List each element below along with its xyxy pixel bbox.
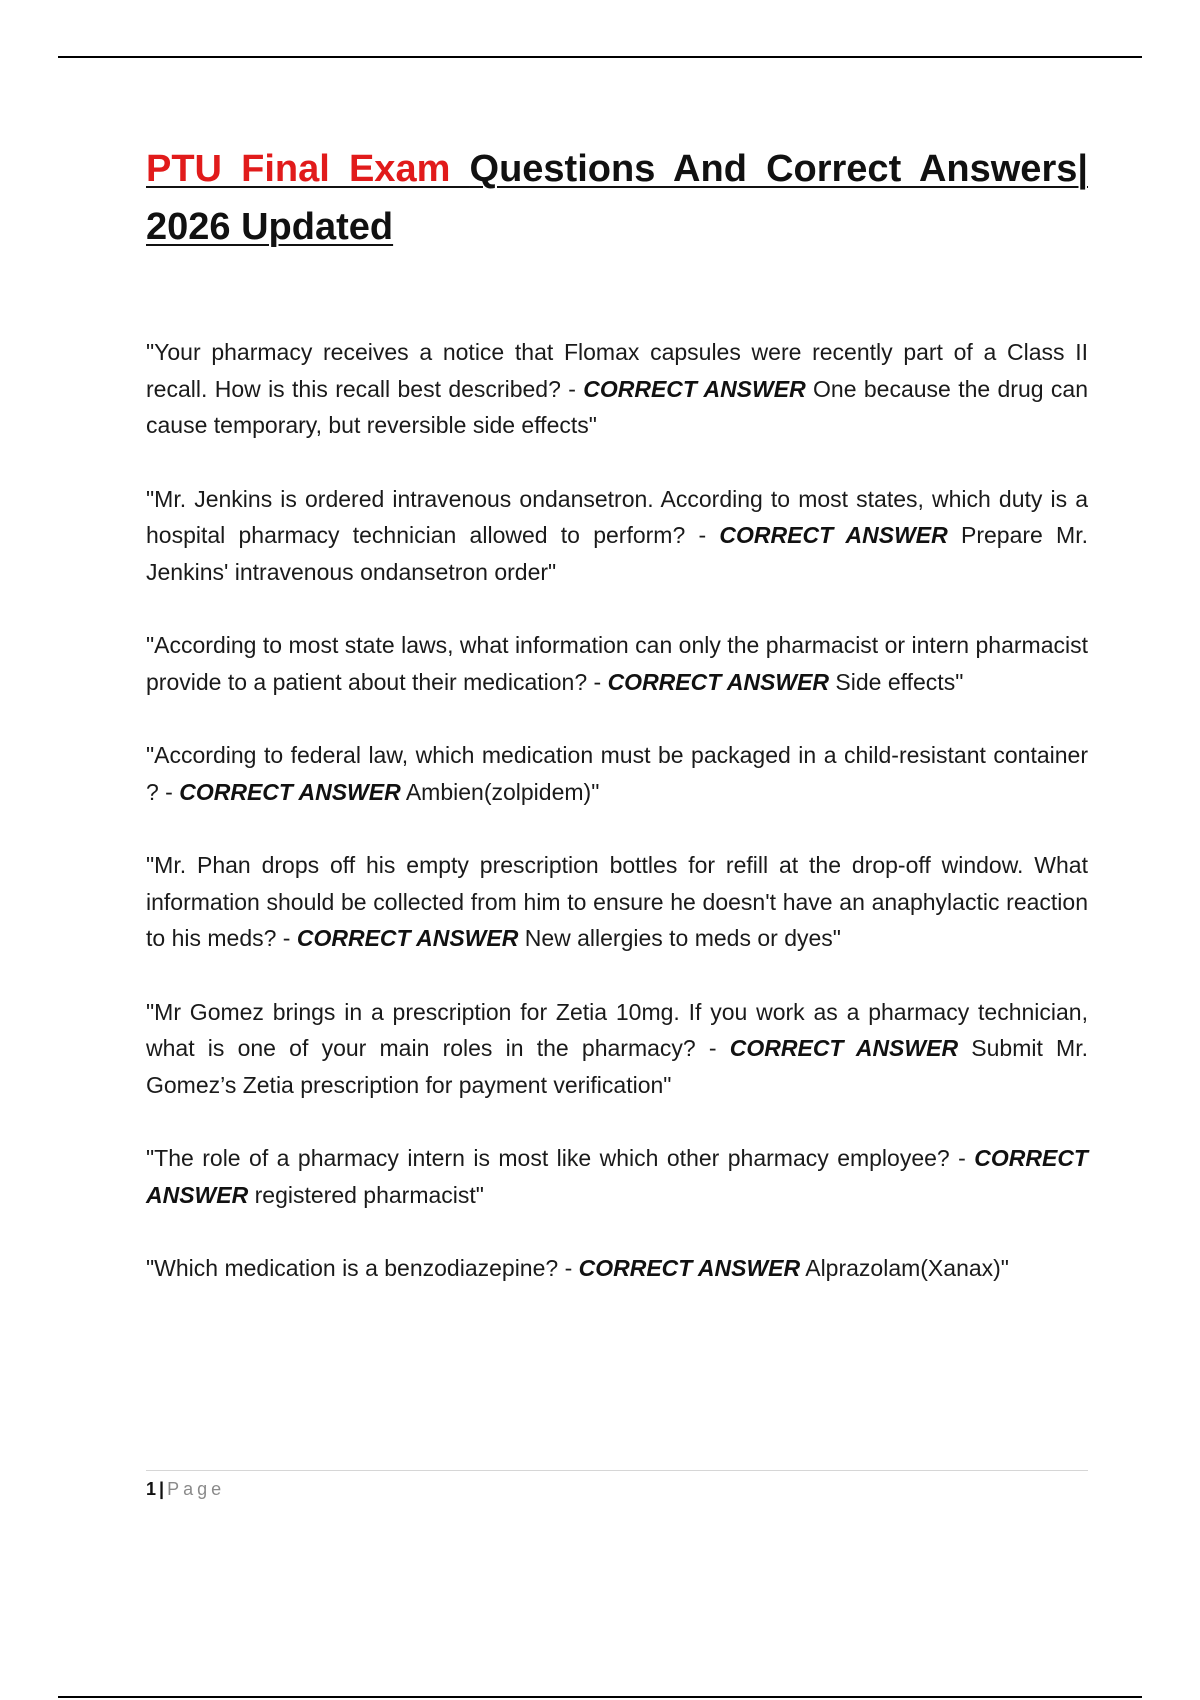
answer-label: CORRECT ANSWER bbox=[296, 925, 519, 951]
page-word: Page bbox=[167, 1479, 226, 1499]
footer-separator: | bbox=[159, 1479, 165, 1499]
answer-label: CORRECT ANSWER bbox=[578, 1255, 801, 1281]
qa-item bbox=[146, 334, 1088, 444]
top-rule bbox=[58, 56, 1142, 58]
question-text: "According to federal law, which medication must be packaged in a child-resistant container ? - bbox=[146, 742, 1088, 805]
answer-text: One because the drug can cause temporary, but reversible side effects" bbox=[146, 375, 1088, 438]
answer-label: CORRECT ANSWER bbox=[583, 375, 806, 402]
document-body bbox=[146, 140, 1088, 1324]
question-text: "Your pharmacy receives a notice that Flomax capsules were recently part of a Class II recall. How is this recall best described? - bbox=[146, 339, 1088, 402]
answer-text: registered pharmacist" bbox=[248, 1181, 484, 1208]
qa-item bbox=[146, 1140, 1088, 1213]
question-text: "According to most state laws, what information can only the pharmacist or intern pharmacist provide to a patient about their medication? - bbox=[146, 632, 1088, 695]
title-red-part: PTU Final Exam bbox=[146, 148, 470, 190]
question-text: "Which medication is a benzodiazepine? - bbox=[146, 1255, 579, 1281]
qa-item bbox=[146, 737, 1088, 810]
qa-item bbox=[146, 481, 1088, 591]
page-footer bbox=[146, 1470, 1088, 1501]
qa-item bbox=[146, 1250, 1088, 1287]
page-number: 1 bbox=[146, 1479, 157, 1499]
qa-item bbox=[146, 994, 1088, 1104]
answer-text: Prepare Mr. Jenkins' intravenous ondansetron order" bbox=[146, 522, 1089, 585]
question-text: "The role of a pharmacy intern is most like which other pharmacy employee? - bbox=[146, 1145, 975, 1171]
answer-label: CORRECT ANSWER bbox=[729, 1035, 959, 1061]
qa-list bbox=[146, 334, 1088, 1287]
answer-label: CORRECT ANSWER bbox=[607, 668, 830, 695]
answer-text: Submit Mr. Gomez’s Zetia prescription for payment verification" bbox=[146, 1035, 1088, 1098]
answer-text: Ambien(zolpidem)" bbox=[400, 778, 600, 805]
question-text: "Mr. Phan drops off his empty prescription bottles for refill at the drop-off window. What information should be collected from him to ensure he doesn't have an anaphylactic reaction to his meds? - bbox=[146, 852, 1088, 951]
qa-item bbox=[146, 627, 1088, 700]
answer-label: CORRECT ANSWER bbox=[179, 778, 401, 805]
answer-label: CORRECT ANSWER bbox=[146, 1145, 1088, 1208]
answer-text: Alprazolam(Xanax)" bbox=[800, 1255, 1009, 1281]
answer-text: Side effects" bbox=[829, 668, 964, 695]
qa-item bbox=[146, 847, 1088, 957]
bottom-rule bbox=[58, 1696, 1142, 1698]
page-title bbox=[146, 140, 1088, 256]
question-text: "Mr Gomez brings in a prescription for Zetia 10mg. If you work as a pharmacy technician, what is one of your main roles in the pharmacy? - bbox=[146, 998, 1088, 1061]
answer-text: New allergies to meds or dyes" bbox=[518, 925, 841, 951]
answer-label: CORRECT ANSWER bbox=[719, 522, 948, 548]
question-text: "Mr. Jenkins is ordered intravenous ondansetron. According to most states, which duty is a hospital pharmacy technician allowed to perform? - bbox=[146, 485, 1088, 548]
title-rest: Questions And Correct Answers| 2026 Updated bbox=[146, 148, 1088, 248]
